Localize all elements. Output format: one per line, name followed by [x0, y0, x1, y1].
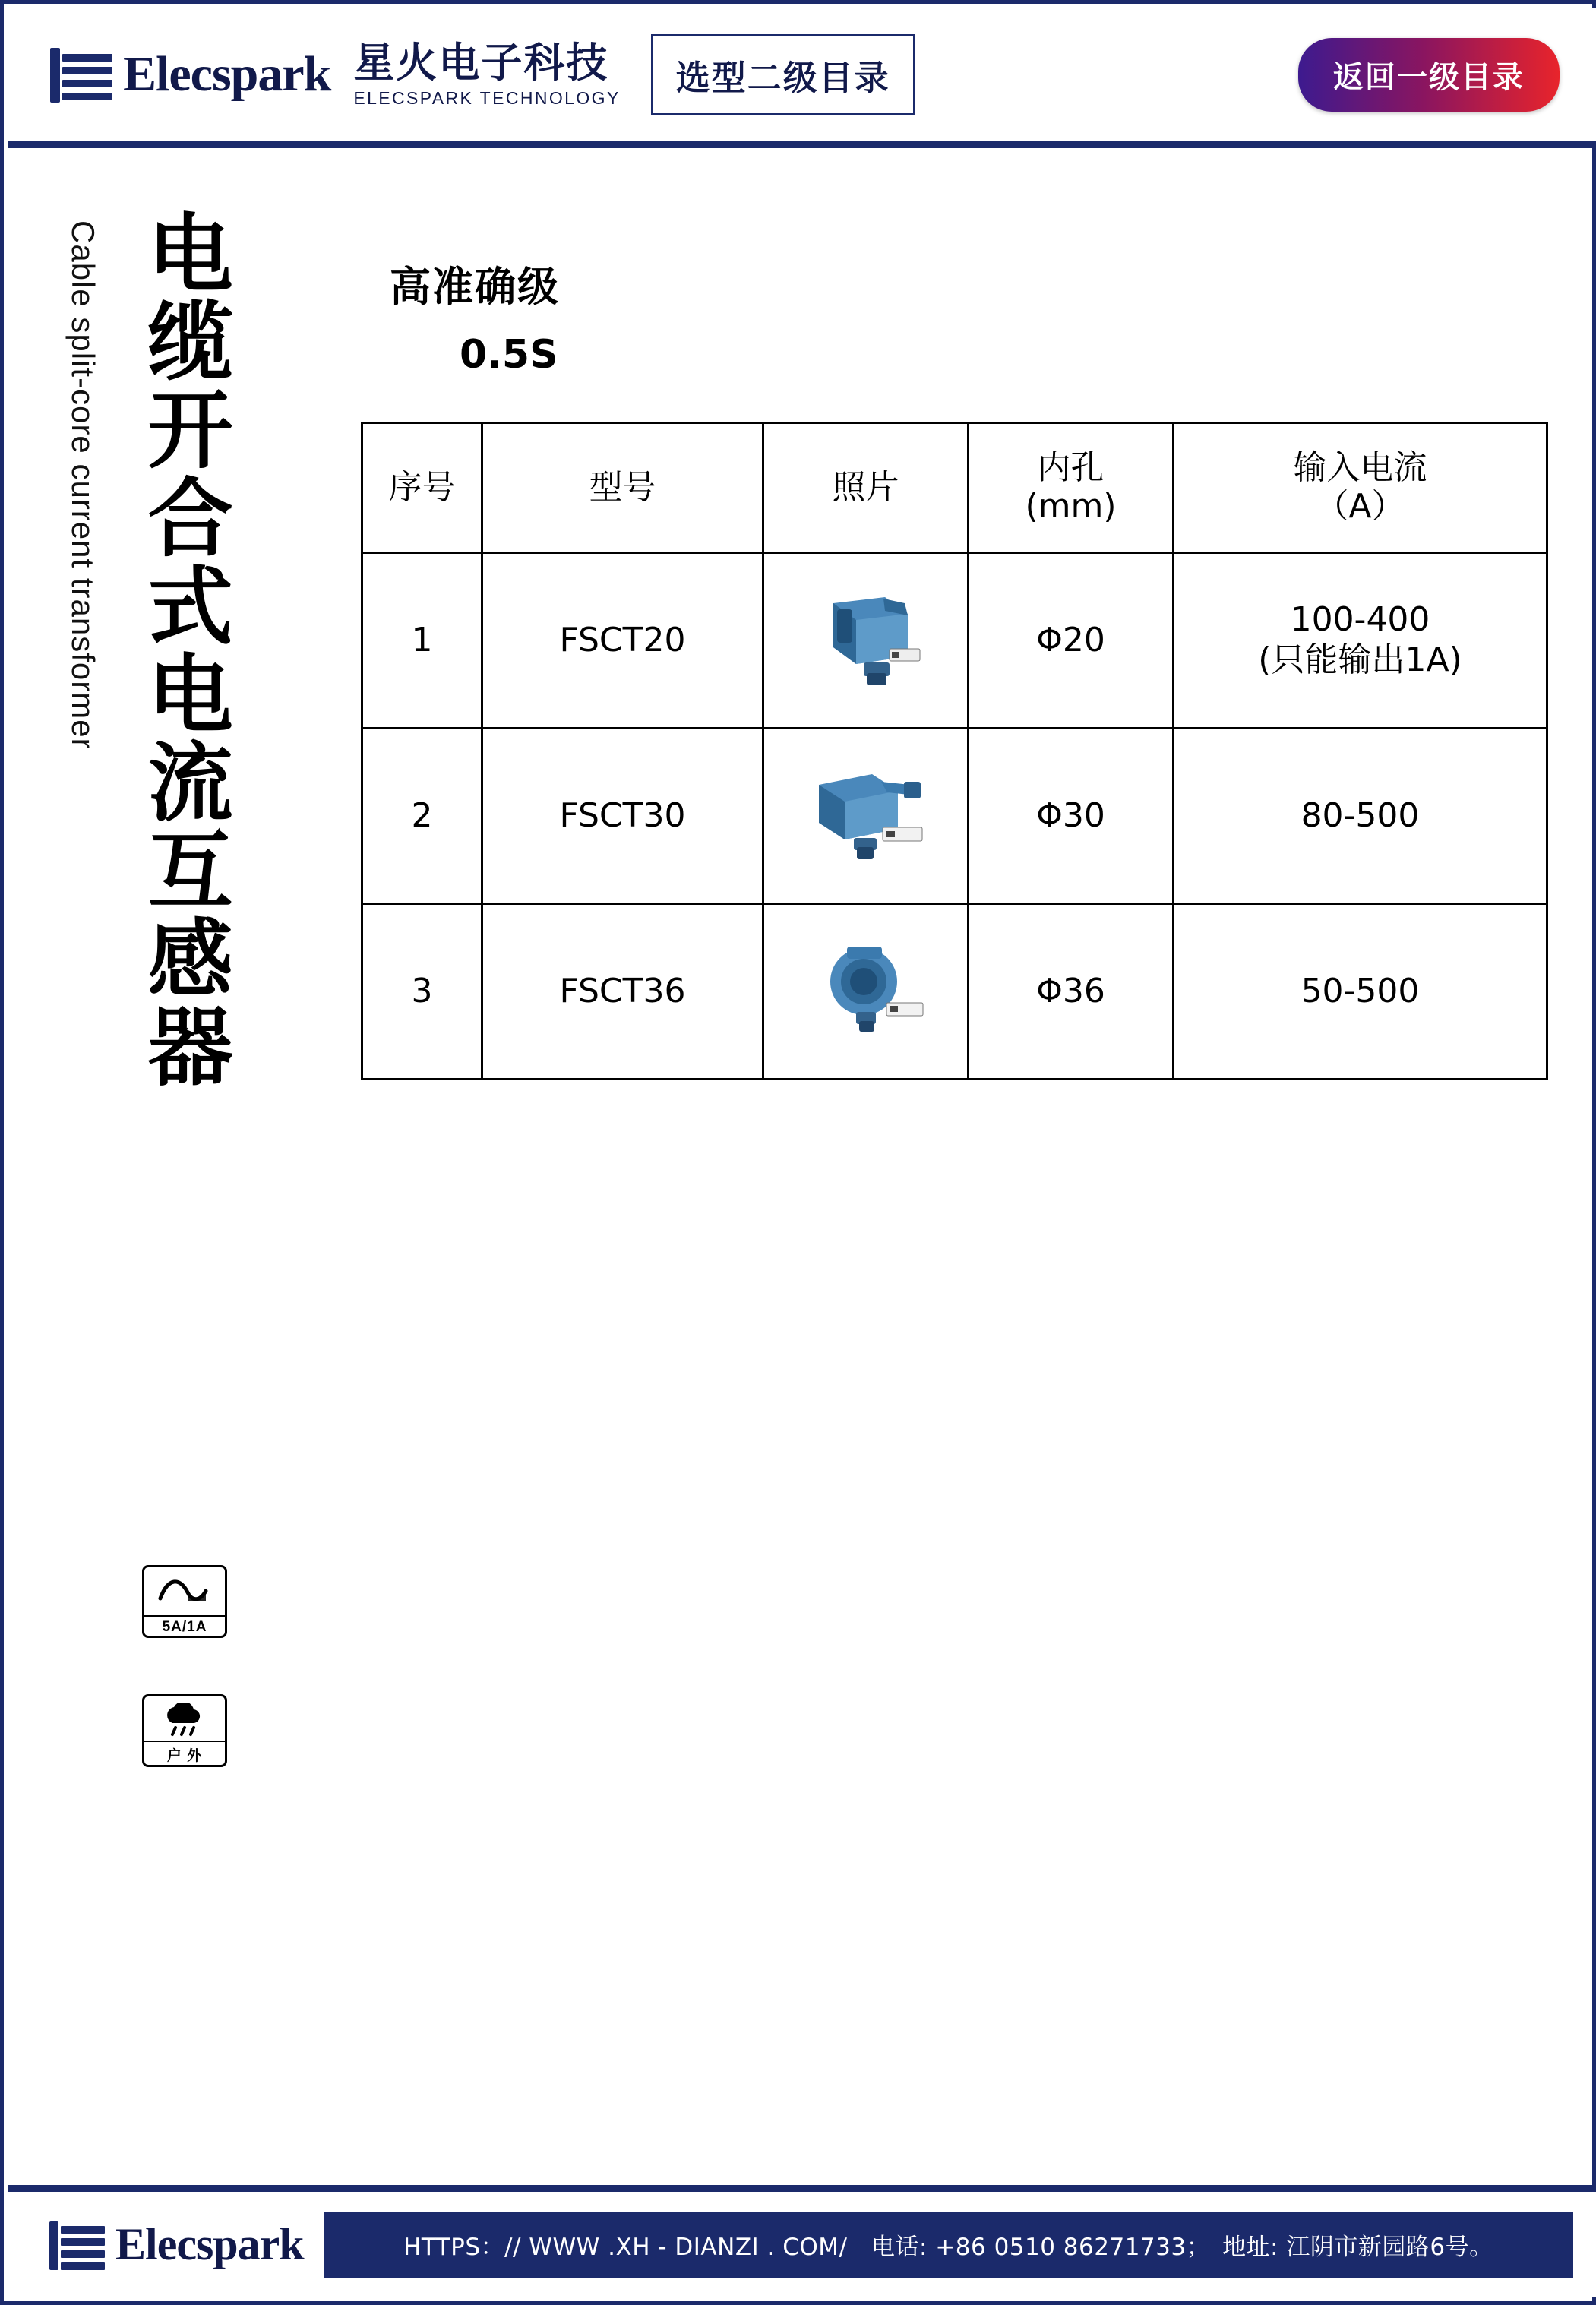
back-to-main-catalog-button[interactable]: 返回一级目录: [1298, 38, 1560, 112]
row-hole: Φ36: [969, 904, 1174, 1080]
row-current: 50-500: [1174, 904, 1547, 1080]
row-hole: Φ20: [969, 553, 1174, 729]
row-photo: [763, 553, 969, 729]
footer-brand-logo: [47, 2216, 304, 2274]
accuracy-grade-value: 0.5S: [460, 332, 558, 378]
product-title-en: Cable split-core current transformer: [65, 220, 101, 750]
badge-outdoor-rating: [142, 1694, 227, 1767]
row-model: FSCT20: [482, 553, 763, 729]
row-no: 3: [362, 904, 482, 1080]
footer-contact-info: HTTPS：// WWW .XH - DIANZI . COM/ 电话: +86 0510 86271733； 地址: 江阴市新园路6号。: [324, 2212, 1573, 2278]
ct-module-photo-svg: [794, 934, 938, 1048]
table-row: [362, 729, 1547, 904]
header-current-line1: 输入电流: [1293, 448, 1427, 488]
header-hole-line1: 内孔: [1037, 448, 1105, 488]
header-hole-line2: (mm): [1025, 487, 1117, 526]
row-model: FSCT36: [482, 904, 763, 1080]
header-cell-hole: [969, 423, 1174, 553]
footer-brand-wordmark: Elecspark: [115, 2219, 304, 2269]
brand-name-en: ELECSPARK TECHNOLOGY: [353, 88, 621, 109]
badge-outdoor-label: 户 外: [144, 1741, 225, 1765]
ct-module-photo: [764, 905, 967, 1078]
row-no: 2: [362, 729, 482, 904]
row-no: 1: [362, 553, 482, 729]
brand-logo: [47, 38, 621, 109]
row-current-line2: (只能输出1A): [1258, 640, 1462, 679]
row-photo: [763, 729, 969, 904]
table-row: [362, 553, 1547, 729]
header-current-line2: （A）: [1315, 487, 1405, 526]
elecspark-logo-icon: [47, 2216, 105, 2274]
brand-chinese-block: [353, 38, 621, 109]
elecspark-logo-icon: [47, 42, 112, 107]
ct-module-photo-svg: [790, 759, 942, 873]
badge-output-label: 5A/1A: [144, 1615, 225, 1636]
header-cell-no: 序号: [362, 423, 482, 553]
brand-wordmark: Elecspark: [123, 46, 331, 102]
ct-module-photo: [764, 554, 967, 727]
row-current: [1174, 553, 1547, 729]
waveform-icon: [157, 1572, 212, 1611]
page-footer: [8, 2185, 1596, 2297]
header-cell-current: [1174, 423, 1547, 553]
waveform-icon-svg: [157, 1576, 212, 1608]
row-current-line1: 100-400: [1290, 600, 1430, 640]
catalog-title: 选型二级目录: [651, 34, 915, 115]
rain-cloud-icon: [157, 1701, 212, 1741]
row-current: 80-500: [1174, 729, 1547, 904]
product-title-cn: 电缆开合式电流互感器: [134, 209, 233, 1090]
table-header-row: [362, 423, 1547, 553]
badge-output-rating: [142, 1565, 227, 1638]
header-cell-photo: 照片: [763, 423, 969, 553]
accuracy-grade-title: 高准确级: [390, 263, 560, 311]
brand-name-cn: 星火电子科技: [353, 38, 609, 87]
ct-module-photo-svg: [794, 583, 938, 697]
ct-module-photo: [764, 729, 967, 903]
product-spec-table: [361, 422, 1548, 1080]
row-photo: [763, 904, 969, 1080]
row-hole: Φ30: [969, 729, 1174, 904]
page-header: [8, 8, 1596, 148]
header-cell-model: 型号: [482, 423, 763, 553]
rain-cloud-icon-svg: [157, 1703, 212, 1738]
table-row: [362, 904, 1547, 1080]
row-model: FSCT30: [482, 729, 763, 904]
